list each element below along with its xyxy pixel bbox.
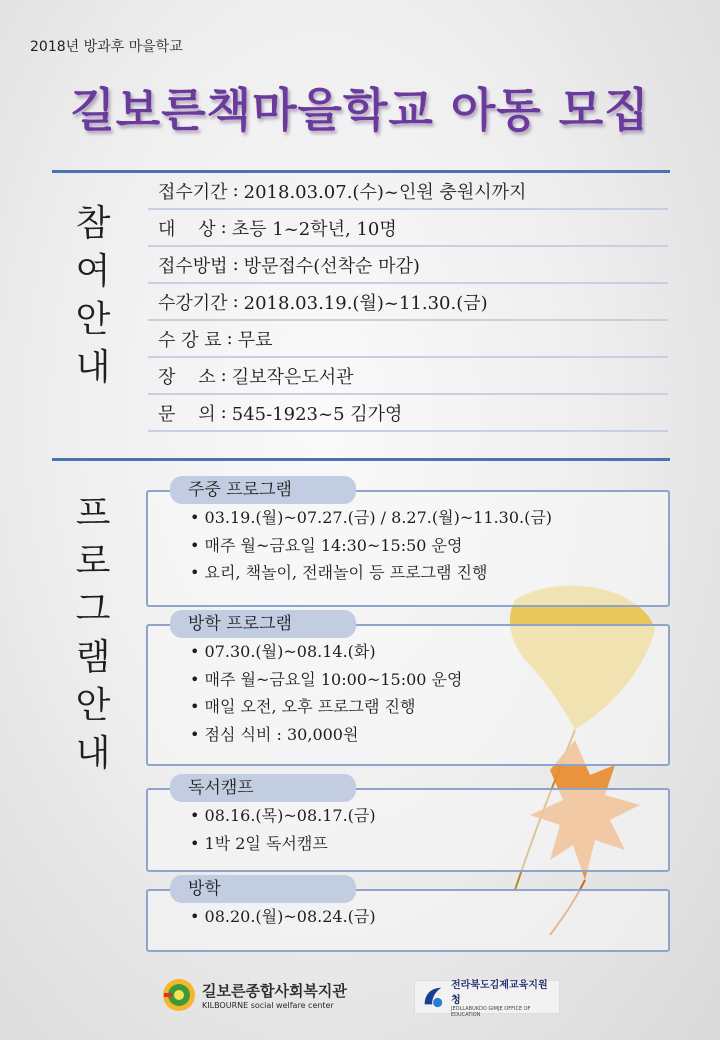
program-vertical-label	[63, 490, 123, 778]
list-item: • 07.30.(월)~08.14.(화)	[190, 638, 668, 666]
info-label: 수강기간	[158, 292, 228, 314]
vertical-label-char: 내	[75, 733, 111, 774]
top-line: 2018년 방과후 마을학교	[30, 39, 183, 55]
info-row	[148, 321, 668, 358]
welfare-center-logo	[162, 978, 347, 1012]
education-office-text	[451, 976, 553, 1018]
participation-vertical-label	[63, 200, 123, 392]
info-value: 무료	[237, 329, 273, 351]
program-box	[146, 879, 670, 952]
page-title: 길보른책마을학교 아동 모집	[70, 83, 650, 137]
program-tab: 방학 프로그램	[170, 610, 356, 638]
info-row	[148, 247, 668, 284]
info-label: 수 강 료	[158, 329, 222, 351]
vertical-label-char: 로	[75, 541, 111, 582]
list-item: • 08.20.(월)~08.24.(금)	[190, 903, 668, 931]
education-office-emblem-icon	[421, 983, 445, 1011]
welfare-center-text	[202, 980, 347, 1010]
welfare-center-name: 길보른종합사회복지관	[202, 982, 347, 1000]
info-row	[148, 210, 668, 247]
info-separator: :	[226, 328, 233, 349]
info-row	[148, 284, 668, 321]
info-label: 장 소	[158, 366, 216, 388]
program-tab: 방학	[170, 875, 356, 903]
info-row	[148, 395, 668, 432]
info-value: 545-1923~5 김가영	[231, 403, 403, 425]
program-list	[148, 626, 668, 748]
info-separator: :	[232, 291, 239, 312]
info-row	[148, 358, 668, 395]
education-office-logo	[414, 980, 560, 1018]
participation-info-table	[148, 173, 668, 432]
list-item: • 점심 식비 : 30,000원	[190, 721, 668, 749]
info-value: 방문접수(선착순 마감)	[243, 255, 420, 277]
vertical-label-char: 그	[75, 589, 111, 630]
program-box	[146, 614, 670, 766]
vertical-label-char: 프	[75, 493, 111, 534]
info-label: 대 상	[158, 218, 216, 240]
info-value: 2018.03.19.(월)~11.30.(금)	[243, 292, 488, 314]
vertical-label-char: 안	[75, 299, 111, 340]
list-item: • 매주 월~금요일 10:00~15:00 운영	[190, 666, 668, 694]
program-list	[148, 492, 668, 587]
program-tab: 독서캠프	[170, 774, 356, 802]
list-item: • 요리, 책놀이, 전래놀이 등 프로그램 진행	[190, 559, 668, 587]
info-separator: :	[232, 254, 239, 275]
info-separator: :	[232, 180, 239, 201]
welfare-center-subtitle: KILBOURNE social welfare center	[202, 1001, 334, 1010]
education-office-name: 전라북도김제교육지원청	[451, 980, 548, 1006]
list-item: • 08.16.(목)~08.17.(금)	[190, 802, 668, 830]
list-item: • 1박 2일 독서캠프	[190, 830, 668, 858]
info-separator: :	[220, 217, 227, 238]
list-item: • 매주 월~금요일 14:30~15:50 운영	[190, 532, 668, 560]
info-value: 2018.03.07.(수)~인원 충원시까지	[243, 181, 527, 203]
list-item: • 03.19.(월)~07.27.(금) / 8.27.(월)~11.30.(금)	[190, 504, 668, 532]
vertical-label-char: 안	[75, 685, 111, 726]
vertical-label-char: 내	[75, 347, 111, 388]
program-box	[146, 480, 670, 607]
divider-middle	[52, 458, 670, 461]
vertical-label-char: 참	[75, 203, 111, 244]
program-tab: 주중 프로그램	[170, 476, 356, 504]
welfare-center-emblem-icon	[162, 978, 196, 1012]
info-value: 초등 1~2학년, 10명	[231, 218, 397, 240]
info-row	[148, 173, 668, 210]
program-box	[146, 778, 670, 872]
list-item: • 매일 오전, 오후 프로그램 진행	[190, 693, 668, 721]
vertical-label-char: 여	[75, 251, 111, 292]
info-label: 문 의	[158, 403, 216, 425]
vertical-label-char: 램	[75, 637, 111, 678]
info-value: 길보작은도서관	[231, 366, 354, 388]
info-label: 접수방법	[158, 255, 228, 277]
education-office-subtitle: JEOLLABUKDO GIMJE OFFICE OF EDUCATION	[451, 1006, 531, 1018]
info-label: 접수기간	[158, 181, 228, 203]
info-separator: :	[220, 402, 227, 423]
info-separator: :	[220, 365, 227, 386]
